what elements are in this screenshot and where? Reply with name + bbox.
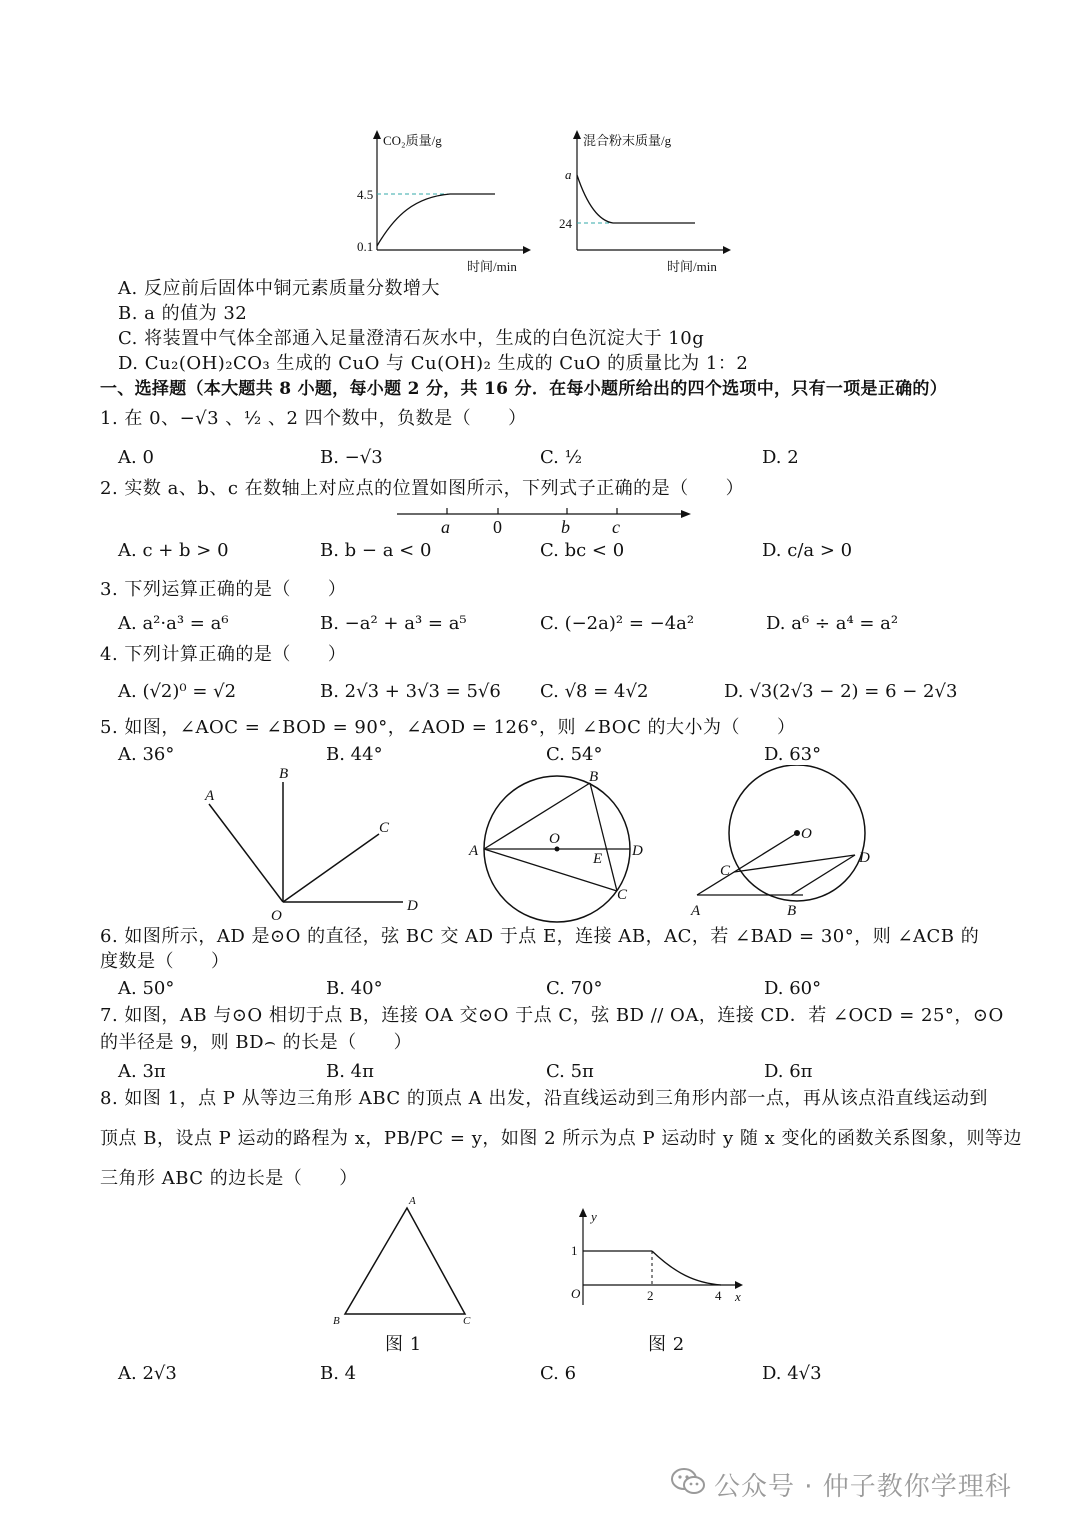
graph-label-o: O [571,1286,581,1301]
q5-option-a: A. 36° [118,744,175,765]
watermark-text: 公众号 · 仲子教你学理科 [714,1472,1012,1502]
prev-option-b: B. a 的值为 32 [118,303,248,324]
q3-option-a: A. a²·a³ = a⁶ [118,613,229,634]
q7-option-b: B. 4π [326,1061,374,1082]
circle2-label-o: O [801,826,812,842]
q1-option-c: C. ½ [540,447,583,468]
co2-ytick-high: 4.5 [357,187,374,202]
q8-option-a: A. 2√3 [118,1363,177,1384]
powder-ylabel: 混合粉末质量/g [583,133,672,148]
circle-figure-2 [685,765,885,925]
q7-option-c: C. 5π [546,1061,594,1082]
circle1-label-d: D [632,843,643,859]
q7-option-a: A. 3π [118,1061,166,1082]
q2-option-b: B. b − a < 0 [320,540,432,561]
q6-stem-line1: 6. 如图所示，AD 是⊙O 的直径，弦 BC 交 AD 于点 E，连接 AB，AC，若 ∠BAD = 30°，则 ∠ACB 的 [100,926,980,947]
graph-label-y: y [591,1209,597,1224]
q6-option-b: B. 40° [326,978,383,999]
triangle-label-b: B [333,1315,340,1327]
q8-stem-line2: 顶点 B，设点 P 运动的路程为 x，PB/PC = y，如图 2 所示为点 P 运动时 y 随 x 变化的函数关系图象，则等边 [100,1128,1023,1149]
powder-xlabel: 时间/min [667,259,717,274]
q1-stem: 1. 在 0、−√3 、½ 、2 四个数中，负数是（ ） [100,408,527,429]
graph-label-1: 1 [571,1243,578,1258]
circle1-label-c: C [617,887,628,903]
q5-option-c: C. 54° [546,744,603,765]
q4-option-a: A. (√2)⁰ = √2 [118,681,237,702]
q6-stem-line2: 度数是（ ） [100,951,230,972]
graph-label-2: 2 [647,1288,654,1303]
co2-mass-chart [355,125,535,275]
graph-label-4: 4 [715,1288,722,1303]
q5-stem: 5. 如图，∠AOC = ∠BOD = 90°，∠AOD = 126°，则 ∠BOC 的大小为（ ） [100,717,796,738]
triangle-figure [325,1192,475,1332]
axis-label-b: b [561,517,570,537]
circle1-label-b: B [589,769,599,785]
number-line [395,503,695,543]
q5-option-d: D. 63° [764,744,822,765]
angle-label-a: A [205,788,215,804]
powder-ytick-24: 24 [559,216,572,231]
prev-option-c: C. 将装置中气体全部通入足量澄清石灰水中，生成的白色沉淀大于 10g [118,328,705,349]
axis-label-0: 0 [493,517,502,537]
q3-stem: 3. 下列运算正确的是（ ） [100,579,347,600]
q6-option-a: A. 50° [118,978,175,999]
q1-option-b: B. −√3 [320,447,383,468]
circle1-label-a: A [469,843,479,859]
q7-stem-line2: 的半径是 9，则 BD⌢ 的长是（ ） [100,1032,413,1053]
angle-figure [195,760,435,925]
co2-ytick-low: 0.1 [357,239,374,254]
circle2-label-d: D [859,850,870,866]
angle-label-c: C [379,820,390,836]
co2-ylabel: CO₂质量/g [383,133,442,148]
q2-option-a: A. c + b > 0 [118,540,229,561]
circle2-label-a: A [691,903,701,919]
q2-option-c: C. bc < 0 [540,540,625,561]
powder-mass-chart [555,125,735,275]
circle2-label-c: C [720,863,731,879]
q6-option-d: D. 60° [764,978,822,999]
triangle-label-c: C [463,1315,471,1327]
circle1-label-e: E [593,851,603,867]
q3-option-c: C. (−2a)² = −4a² [540,613,695,634]
wechat-icon [670,1466,706,1498]
circle2-label-b: B [787,903,797,919]
q6-option-c: C. 70° [546,978,603,999]
q4-option-d: D. √3(2√3 − 2) = 6 − 2√3 [724,681,958,702]
q7-stem-line1: 7. 如图，AB 与⊙O 相切于点 B，连接 OA 交⊙O 于点 C，弦 BD // OA，连接 CD．若 ∠OCD = 25°，⊙O [100,1005,1004,1026]
q2-stem: 2. 实数 a、b、c 在数轴上对应点的位置如图所示，下列式子正确的是（ ） [100,478,745,499]
q8-option-b: B. 4 [320,1363,357,1384]
q7-option-d: D. 6π [764,1061,813,1082]
q5-option-b: B. 44° [326,744,383,765]
prev-option-d: D. Cu₂(OH)₂CO₃ 生成的 CuO 与 Cu(OH)₂ 生成的 CuO 的质量比为 1：2 [118,353,749,374]
prev-option-a: A. 反应前后固体中铜元素质量分数增大 [118,278,440,299]
q4-option-c: C. √8 = 4√2 [540,681,649,702]
q8-option-c: C. 6 [540,1363,577,1384]
q8-stem-line3: 三角形 ABC 的边长是（ ） [100,1168,358,1189]
angle-label-o: O [271,908,282,924]
q2-option-d: D. c/a > 0 [762,540,853,561]
figure-2-caption: 图 2 [648,1334,685,1355]
axis-label-a: a [441,517,450,537]
q8-stem-line1: 8. 如图 1，点 P 从等边三角形 ABC 的顶点 A 出发，沿直线运动到三角形内部一点，再从该点沿直线运动到 [100,1088,988,1109]
function-graph [565,1205,750,1315]
angle-label-d: D [407,898,418,914]
q1-option-d: D. 2 [762,447,799,468]
q4-option-b: B. 2√3 + 3√3 = 5√6 [320,681,501,702]
q3-option-d: D. a⁶ ÷ a⁴ = a² [766,613,899,634]
graph-label-x: x [735,1289,741,1304]
section-header: 一、选择题（本大题共 8 小题，每小题 2 分，共 16 分．在每小题所给出的四个选项中，只有一项是正确的） [100,379,948,399]
angle-label-b: B [279,766,289,782]
q3-option-b: B. −a² + a³ = a⁵ [320,613,467,634]
axis-label-c: c [612,517,620,537]
figure-1-caption: 图 1 [385,1334,422,1355]
powder-ytick-a: a [565,167,572,182]
circle-figure-1 [465,765,650,925]
triangle-label-a: A [409,1195,416,1207]
q1-option-a: A. 0 [118,447,154,468]
co2-xlabel: 时间/min [467,259,517,274]
q8-option-d: D. 4√3 [762,1363,822,1384]
circle1-label-o: O [549,831,560,847]
q4-stem: 4. 下列计算正确的是（ ） [100,644,347,665]
